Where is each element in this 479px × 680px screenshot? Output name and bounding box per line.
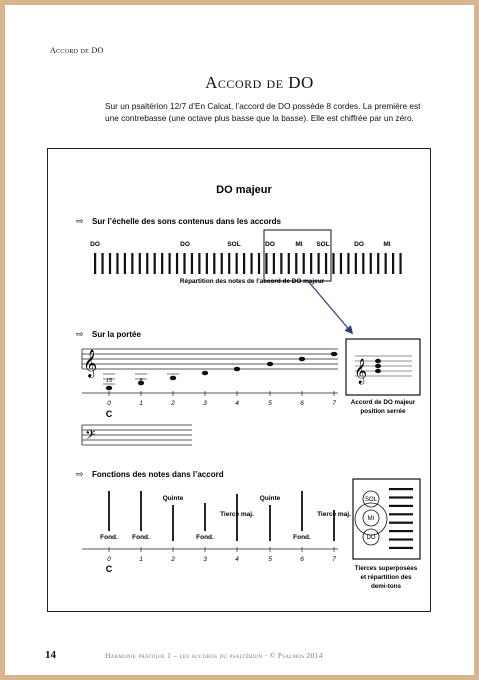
staff-note xyxy=(170,376,176,381)
string-bar xyxy=(332,253,334,274)
octave-number: 15 xyxy=(105,378,113,384)
thirds-label: DO xyxy=(366,535,376,541)
semitone-bar xyxy=(389,547,413,549)
string-bar xyxy=(288,253,290,274)
string-bar xyxy=(206,253,208,274)
root-label: C xyxy=(105,564,113,574)
string-axis-ticks xyxy=(107,547,336,563)
treble-clef-icon: 𝄞 xyxy=(354,359,368,384)
scale-note-label: DO xyxy=(180,241,190,248)
string-bar xyxy=(94,253,96,274)
chord-box-caption: position serrée xyxy=(360,408,406,415)
semitone-bar xyxy=(389,496,413,498)
string-bar xyxy=(303,253,305,274)
bass-staff xyxy=(82,425,192,446)
arrow-icon: ⇨ xyxy=(76,216,84,226)
arrow-icon: ⇨ xyxy=(76,329,84,339)
string-number: 2 xyxy=(171,400,175,407)
semitone-bar xyxy=(389,488,413,490)
arrow-icon: ⇨ xyxy=(76,469,84,479)
staff-note xyxy=(106,386,112,391)
staff-note xyxy=(234,367,240,372)
string-number: 5 xyxy=(268,556,272,563)
string-bar xyxy=(347,253,349,274)
semitone-bar xyxy=(389,522,413,524)
pointer-arrow xyxy=(308,281,352,333)
string-number: 1 xyxy=(139,556,143,563)
function-label: Fond. xyxy=(100,534,118,541)
scale-note-label: DO xyxy=(265,241,275,248)
figure-svg xyxy=(48,149,430,611)
string-bar xyxy=(124,253,126,274)
string-bar xyxy=(399,253,401,274)
scale-bars xyxy=(94,253,402,274)
treble-staff xyxy=(82,349,338,378)
string-bar xyxy=(131,253,133,274)
string-number: 3 xyxy=(203,556,207,563)
scale-note-label: SOL xyxy=(316,241,330,248)
semitone-bar xyxy=(389,505,413,507)
string-bar xyxy=(310,253,312,274)
string-bar xyxy=(146,253,148,274)
string-bar xyxy=(169,253,171,274)
chord-note xyxy=(375,364,381,368)
function-label: Fond. xyxy=(196,534,214,541)
string-bar xyxy=(183,253,185,274)
string-bar xyxy=(109,253,111,274)
semitone-bars xyxy=(389,488,413,549)
string-bar xyxy=(116,253,118,274)
thirds-caption: demi-tons xyxy=(370,583,402,590)
string-number: 6 xyxy=(300,556,304,563)
function-label: Fond. xyxy=(293,534,311,541)
thirds-caption: et répartition des xyxy=(360,574,412,581)
string-bar xyxy=(236,253,238,274)
scale-caption: Répartition des notes de l’accord de DO majeur xyxy=(179,278,325,285)
scale-note-labels xyxy=(90,241,391,248)
semitone-bar xyxy=(389,530,413,532)
section3-title: Fonctions des notes dans l’accord xyxy=(92,470,224,479)
string-bar xyxy=(221,253,223,274)
string-bar xyxy=(355,253,357,274)
treble-notes xyxy=(103,352,337,391)
semitone-bar xyxy=(389,513,413,515)
function-label: Quinte xyxy=(162,495,184,502)
section2-title: Sur la portée xyxy=(92,330,141,339)
string-bar xyxy=(250,253,252,274)
function-bar xyxy=(108,491,110,531)
bass-clef-icon: 𝄢 xyxy=(85,427,96,446)
figure-heading: DO majeur xyxy=(216,184,272,196)
treble-clef-icon: 𝄞 xyxy=(83,349,98,377)
string-bar xyxy=(198,253,200,274)
string-number: 2 xyxy=(171,556,175,563)
string-bar xyxy=(362,253,364,274)
function-bar xyxy=(269,505,271,541)
staff-note xyxy=(299,357,305,362)
staff-note xyxy=(267,362,273,367)
string-number: 7 xyxy=(332,556,336,563)
string-bar xyxy=(154,253,156,274)
scale-note-label: MI xyxy=(295,241,303,248)
string-bar xyxy=(101,253,103,274)
string-number: 5 xyxy=(268,400,272,407)
thirds-box xyxy=(353,479,420,559)
scale-note-label: SOL xyxy=(227,241,241,248)
function-label: Fond. xyxy=(132,534,150,541)
thirds-caption: Tierces superposées xyxy=(354,565,418,572)
string-bar xyxy=(228,253,230,274)
string-bar xyxy=(340,253,342,274)
function-bar xyxy=(301,491,303,531)
semitone-bar xyxy=(389,538,413,540)
page-title: Accord de DO xyxy=(205,73,314,92)
thirds-label: MI xyxy=(367,516,375,522)
string-bar xyxy=(258,253,260,274)
scale-note-label: DO xyxy=(90,241,100,248)
string-bar xyxy=(161,253,163,274)
function-bar xyxy=(140,491,142,531)
string-number: 4 xyxy=(235,556,239,563)
intro-paragraph: Sur un psaltérion 12/7 d’En Calcat, l’accord de DO possède 8 cordes. La première est une contrebasse (une octave plus basse que la basse). Elle est chiffrée par un zéro. xyxy=(105,101,421,123)
function-bars xyxy=(100,491,351,541)
string-number: 6 xyxy=(300,400,304,407)
string-bar xyxy=(191,253,193,274)
function-label: Tierce maj. xyxy=(220,511,254,518)
string-bar xyxy=(139,253,141,274)
chord-note xyxy=(375,369,381,373)
chord-note xyxy=(375,359,381,363)
function-label: Tierce maj. xyxy=(317,511,351,518)
string-bar xyxy=(295,253,297,274)
string-bar xyxy=(377,253,379,274)
string-bar xyxy=(280,253,282,274)
footer-text: Harmonie pratique 1 – les accords du psaltérion · © Psalmos 2014 xyxy=(105,651,323,660)
function-label: Quinte xyxy=(259,495,281,502)
string-number: 0 xyxy=(107,400,111,407)
octave-number: 8 xyxy=(139,378,143,384)
string-bar xyxy=(318,253,320,274)
root-label: C xyxy=(105,409,113,419)
page xyxy=(5,5,474,675)
string-bar xyxy=(273,253,275,274)
staff-note xyxy=(331,352,337,357)
section1-title: Sur l’échelle des sons contenus dans les accords xyxy=(92,217,281,226)
string-bar xyxy=(213,253,215,274)
scale-note-label: DO xyxy=(354,241,364,248)
string-bar xyxy=(392,253,394,274)
string-bar xyxy=(370,253,372,274)
page-number: 14 xyxy=(45,649,56,661)
string-bar xyxy=(176,253,178,274)
function-bar xyxy=(204,503,206,531)
string-bar xyxy=(243,253,245,274)
chord-box xyxy=(346,339,420,395)
string-number: 4 xyxy=(235,400,239,407)
string-number: 3 xyxy=(203,400,207,407)
figure-frame xyxy=(47,148,431,612)
thirds-label: SOL xyxy=(364,497,378,503)
running-head: Accord de DO xyxy=(50,46,104,55)
string-bar xyxy=(325,253,327,274)
function-bar xyxy=(172,505,174,541)
string-bar xyxy=(385,253,387,274)
string-bar xyxy=(265,253,267,274)
string-number: 7 xyxy=(332,400,336,407)
chord-box-caption: Accord de DO majeur xyxy=(350,399,416,406)
string-number: 1 xyxy=(139,400,143,407)
scale-note-label: MI xyxy=(383,241,391,248)
string-number: 0 xyxy=(107,556,111,563)
staff-note xyxy=(202,371,208,376)
